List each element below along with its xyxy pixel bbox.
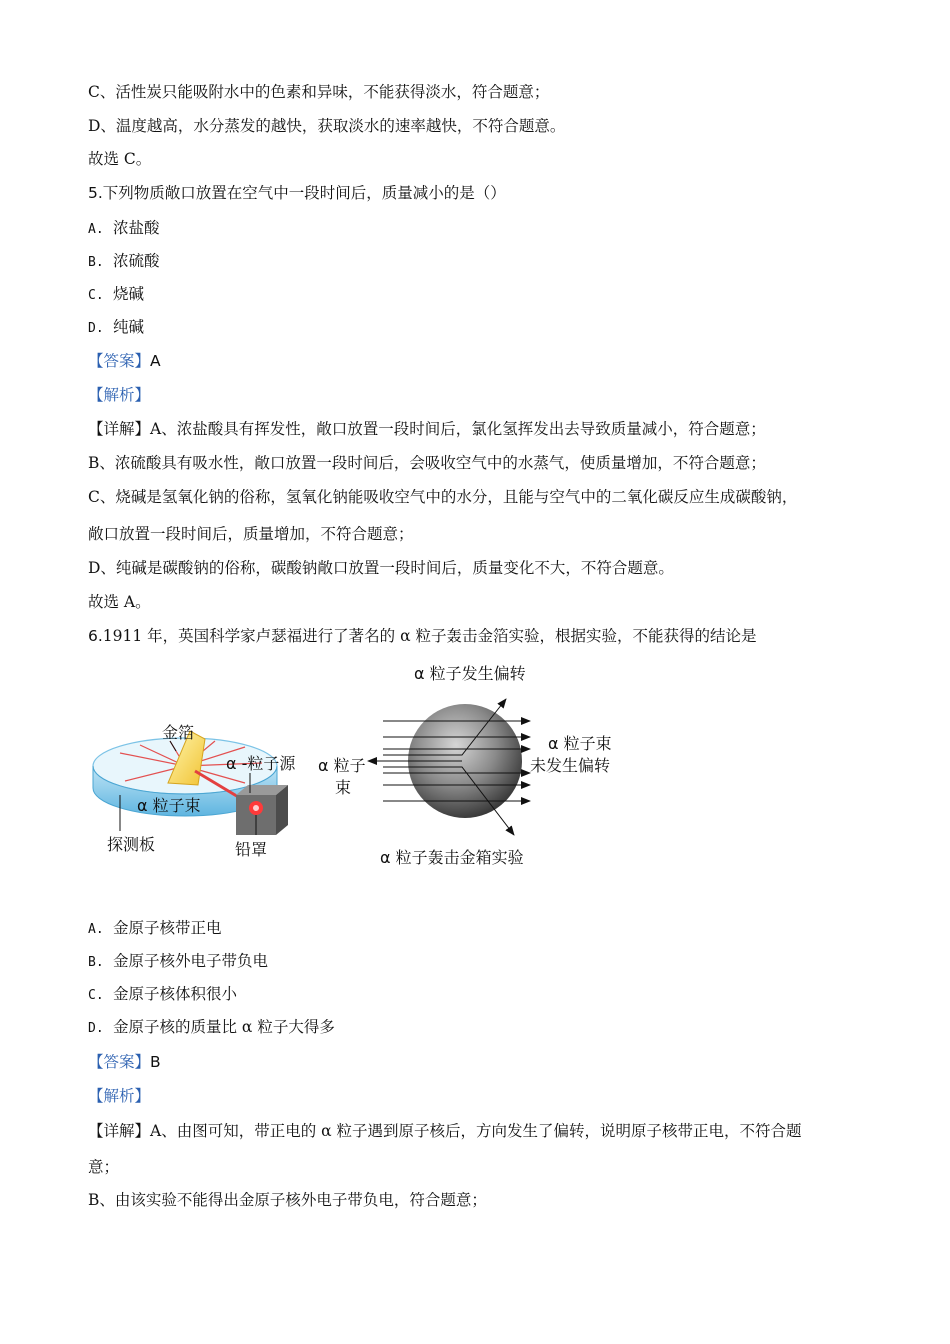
q6-detail-a1: 【详解】A、由图可知，带正电的 α 粒子遇到原子核后，方向发生了偏转，说明原子核带正电，不符合题 [88, 1122, 802, 1140]
q6-answer-label: 【答案】 [88, 1053, 151, 1071]
q6-answer [88, 1052, 161, 1072]
q6-analysis-label: 【解析】 [88, 1087, 151, 1105]
q5-detail-c2: 敞口放置一段时间后，质量增加，不符合题意； [88, 525, 414, 543]
q5-analysis-label: 【解析】 [88, 386, 151, 404]
q6-option-a: A. 金原子核带正电 [88, 919, 222, 937]
label-beam-left-2: 束 [335, 778, 352, 797]
label-beam-left-1: α 粒子 [318, 756, 366, 775]
q5-answer-value: A [150, 352, 161, 370]
q6-option-b: B. 金原子核外电子带负电 [88, 952, 269, 970]
q5-detail-d: D、纯碱是碳酸钠的俗称，碳酸钠敞口放置一段时间后，质量变化不大，不符合题意。 [88, 559, 674, 577]
q5-option-c: C. 烧碱 [88, 285, 145, 303]
label-detector: 探测板 [107, 835, 156, 854]
q5-detail-c1: C、烧碱是氢氧化钠的俗称，氢氧化钠能吸收空气中的水分，且能与空气中的二氧化碳反应生成碳酸钠， [88, 488, 798, 506]
q6-number: 6. [88, 627, 103, 645]
q5-stem [88, 183, 506, 203]
q5-stem-text: 下列物质敞口放置在空气中一段时间后，质量减小的是（） [102, 184, 506, 202]
label-undeflect-2: 未发生偏转 [530, 756, 611, 775]
apparatus-left [93, 723, 296, 859]
label-lead: 铅罩 [235, 840, 268, 859]
q5-detail-label: 【详解】 [88, 420, 151, 438]
q6-stem [88, 626, 757, 646]
label-deflect: α 粒子发生偏转 [414, 664, 526, 683]
label-beam: α 粒子束 [137, 796, 201, 815]
prev-conclusion: 故选 C。 [88, 150, 152, 168]
lead-box [236, 785, 288, 835]
label-undeflect-1: α 粒子束 [548, 734, 612, 753]
q6-stem-text: 1911 年，英国科学家卢瑟福进行了著名的 α 粒子轰击金箔实验，根据实验，不能获得的结论是 [102, 627, 757, 645]
q5-detail-a: 【详解】A、浓盐酸具有挥发性，敞口放置一段时间后，氯化氢挥发出去导致质量减小，符合题意； [88, 420, 766, 438]
q6-option-c: C. 金原子核体积很小 [88, 985, 238, 1003]
label-source: α -粒子源 [226, 754, 296, 773]
q5-option-b: B. 浓硫酸 [88, 252, 160, 270]
q5-option-d: D. 纯碱 [88, 318, 145, 336]
q5-answer [88, 351, 161, 371]
prev-line-c: C、活性炭只能吸附水中的色素和异味，不能获得淡水，符合题意； [88, 83, 550, 101]
q5-detail-b: B、浓硫酸具有吸水性，敞口放置一段时间后，会吸收空气中的水蒸气，使质量增加，不符合题意； [88, 454, 766, 472]
q6-answer-value: B [150, 1053, 161, 1071]
prev-line-d: D、温度越高，水分蒸发的越快，获取淡水的速率越快，不符合题意。 [88, 117, 566, 135]
q5-answer-label: 【答案】 [88, 352, 151, 370]
q6-detail-label: 【详解】 [88, 1122, 151, 1140]
q6-detail-a2: 意； [88, 1158, 120, 1176]
q5-conclusion: 故选 A。 [88, 593, 151, 611]
figure-caption: α 粒子轰击金箱实验 [380, 848, 524, 867]
q6-detail-b: B、由该实验不能得出金原子核外电子带负电，符合题意； [88, 1191, 487, 1209]
label-gold-foil: 金箔 [162, 723, 195, 742]
q6-option-d: D. 金原子核的质量比 α 粒子大得多 [88, 1018, 335, 1036]
q5-number: 5. [88, 184, 103, 202]
rutherford-experiment-figure [0, 655, 950, 875]
apparatus-right [318, 664, 612, 867]
q5-option-a: A. 浓盐酸 [88, 219, 160, 237]
